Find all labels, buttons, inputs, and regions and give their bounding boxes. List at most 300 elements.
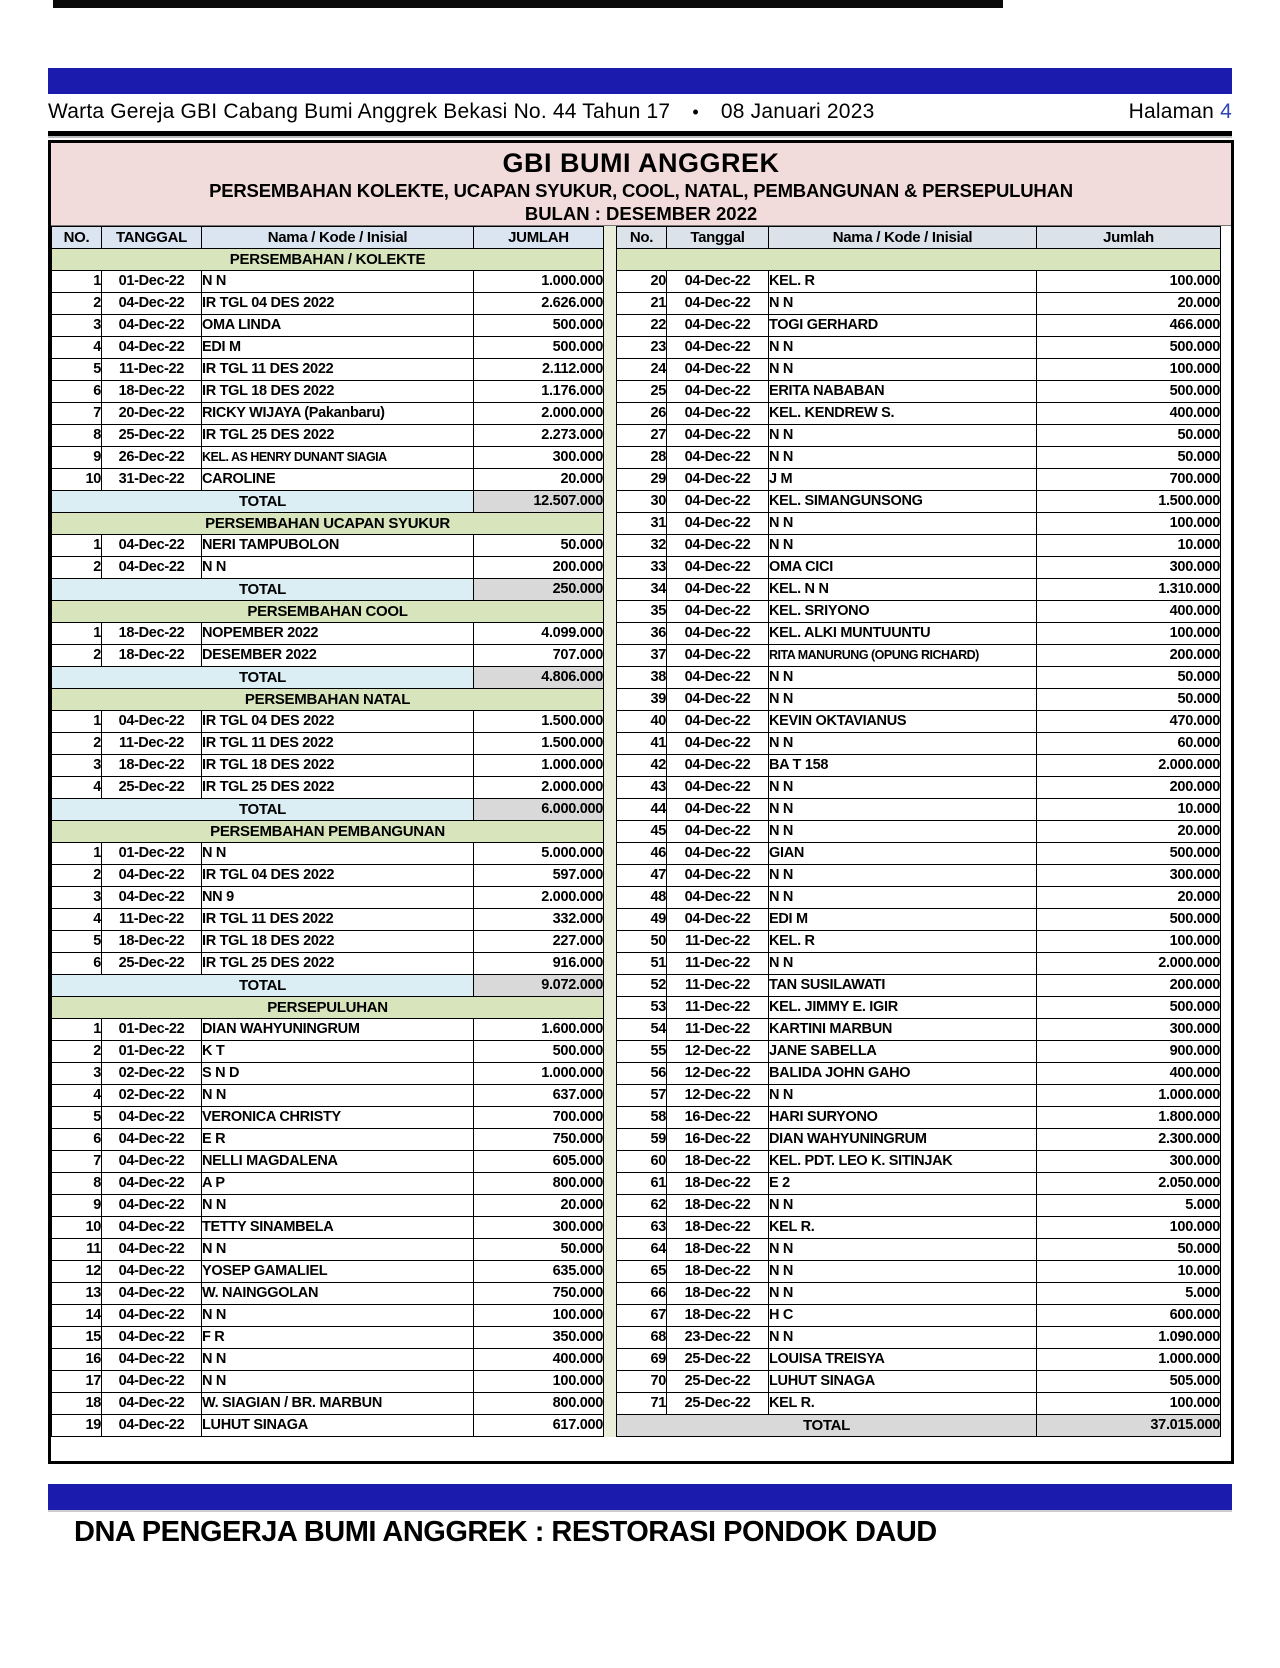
scan-top-bar [53,0,1003,8]
table-row [617,535,1221,557]
masthead-text: Warta Gereja GBI Cabang Bumi Anggrek Bekasi No. 44 Tahun 17 [48,100,671,123]
row-date: 04-Dec-22 [102,337,202,359]
masthead-date: 08 Januari 2023 [720,100,875,123]
row-no: 10 [52,469,102,491]
row-amount: 700.000 [1037,469,1221,491]
row-amount: 20.000 [1037,293,1221,315]
row-date: 04-Dec-22 [102,557,202,579]
row-no: 3 [52,755,102,777]
table-row [52,1283,604,1305]
row-no: 42 [617,755,667,777]
row-amount: 50.000 [474,535,604,557]
row-no: 44 [617,799,667,821]
row-date: 18-Dec-22 [667,1305,769,1327]
row-name: E R [202,1129,474,1151]
row-no: 71 [617,1393,667,1415]
row-name: LOUISA TREISYA [769,1349,1037,1371]
table-row [52,909,604,931]
row-name: JANE SABELLA [769,1041,1037,1063]
table-row [52,337,604,359]
row-no: 7 [52,403,102,425]
row-no: 16 [52,1349,102,1371]
total-label: TOTAL [52,667,474,689]
table-row [617,381,1221,403]
row-amount: 10.000 [1037,1261,1221,1283]
row-name: IR TGL 04 DES 2022 [202,865,474,887]
row-no: 18 [52,1393,102,1415]
total-amount: 6.000.000 [474,799,604,821]
row-date: 18-Dec-22 [667,1195,769,1217]
row-date: 18-Dec-22 [102,755,202,777]
row-no: 19 [52,1415,102,1437]
table-row [52,1129,604,1151]
row-name: N N [769,953,1037,975]
row-no: 37 [617,645,667,667]
row-name: N N [202,1371,474,1393]
row-date: 04-Dec-22 [102,293,202,315]
tables-area [51,226,1231,1437]
row-no: 63 [617,1217,667,1239]
row-date: 02-Dec-22 [102,1063,202,1085]
row-date: 04-Dec-22 [102,315,202,337]
row-no: 5 [52,931,102,953]
table-row [52,557,604,579]
row-name: N N [202,557,474,579]
row-name: YOSEP GAMALIEL [202,1261,474,1283]
table-row [52,1063,604,1085]
row-amount: 20.000 [1037,821,1221,843]
row-no: 39 [617,689,667,711]
row-name: K T [202,1041,474,1063]
row-name: N N [769,821,1037,843]
org-title: GBI BUMI ANGGREK [502,148,780,178]
row-amount: 500.000 [474,337,604,359]
row-name: IR TGL 11 DES 2022 [202,909,474,931]
row-no: 8 [52,1173,102,1195]
row-name: DIAN WAHYUNINGRUM [202,1019,474,1041]
row-date: 26-Dec-22 [102,447,202,469]
row-amount: 50.000 [1037,447,1221,469]
row-amount: 200.000 [1037,975,1221,997]
row-amount: 470.000 [1037,711,1221,733]
row-date: 04-Dec-22 [102,1305,202,1327]
row-no: 2 [52,865,102,887]
total-label: TOTAL [52,579,474,601]
row-amount: 2.000.000 [474,403,604,425]
row-date: 18-Dec-22 [667,1173,769,1195]
section-header-row [52,513,604,535]
row-no: 47 [617,865,667,887]
row-no: 21 [617,293,667,315]
row-no: 34 [617,579,667,601]
row-amount: 400.000 [1037,403,1221,425]
subtitle: PERSEMBAHAN KOLEKTE, UCAPAN SYUKUR, COOL, NATAL, PEMBANGUNAN & PERSEPULUHAN [209,180,1073,201]
row-date: 04-Dec-22 [102,865,202,887]
row-no: 61 [617,1173,667,1195]
row-name: LUHUT SINAGA [769,1371,1037,1393]
row-no: 25 [617,381,667,403]
row-date: 04-Dec-22 [102,1261,202,1283]
row-date: 04-Dec-22 [102,1129,202,1151]
table-row [52,469,604,491]
row-no: 43 [617,777,667,799]
row-no: 24 [617,359,667,381]
row-no: 64 [617,1239,667,1261]
table-row [52,1019,604,1041]
row-amount: 400.000 [1037,601,1221,623]
footer-blue-bar [48,1484,1232,1512]
table-row [617,359,1221,381]
row-date: 04-Dec-22 [667,557,769,579]
masthead [48,94,1232,130]
table-row [617,931,1221,953]
table-row [617,469,1221,491]
row-no: 23 [617,337,667,359]
row-amount: 500.000 [1037,909,1221,931]
row-amount: 50.000 [1037,425,1221,447]
row-no: 57 [617,1085,667,1107]
row-no: 2 [52,293,102,315]
column-header: Jumlah [1037,227,1221,249]
row-name: N N [769,777,1037,799]
row-no: 1 [52,271,102,293]
table-row [617,645,1221,667]
row-name: EDI M [202,337,474,359]
row-no: 5 [52,359,102,381]
row-amount: 505.000 [1037,1371,1221,1393]
table-row [52,1107,604,1129]
row-date: 04-Dec-22 [667,799,769,821]
row-no: 55 [617,1041,667,1063]
row-name: DESEMBER 2022 [202,645,474,667]
row-no: 1 [52,1019,102,1041]
column-header: NO. [52,227,102,249]
row-no: 3 [52,887,102,909]
row-amount: 5.000 [1037,1195,1221,1217]
row-amount: 1.176.000 [474,381,604,403]
row-name: S N D [202,1063,474,1085]
row-date: 18-Dec-22 [667,1217,769,1239]
table-row [52,1195,604,1217]
row-name: N N [769,447,1037,469]
total-row [52,491,604,513]
table-row [52,1239,604,1261]
title-block [51,143,1231,226]
row-amount: 300.000 [1037,865,1221,887]
row-amount: 1.090.000 [1037,1327,1221,1349]
row-date: 25-Dec-22 [102,425,202,447]
row-date: 12-Dec-22 [667,1063,769,1085]
row-amount: 300.000 [1037,1019,1221,1041]
row-name: KARTINI MARBUN [769,1019,1037,1041]
row-amount: 1.000.000 [1037,1085,1221,1107]
row-amount: 500.000 [1037,997,1221,1019]
row-amount: 100.000 [1037,1393,1221,1415]
column-header: Tanggal [667,227,769,249]
row-amount: 1.000.000 [474,271,604,293]
table-row [52,1173,604,1195]
row-amount: 2.000.000 [474,887,604,909]
row-no: 58 [617,1107,667,1129]
row-name: RITA MANURUNG (OPUNG RICHARD) [769,645,1037,667]
row-date: 04-Dec-22 [102,1239,202,1261]
row-amount: 5.000.000 [474,843,604,865]
table-row [617,1173,1221,1195]
row-name: KEL. KENDREW S. [769,403,1037,425]
column-header-row [52,227,604,249]
row-no: 45 [617,821,667,843]
row-date: 04-Dec-22 [667,667,769,689]
total-amount: 9.072.000 [474,975,604,997]
table-row [617,777,1221,799]
row-name: IR TGL 18 DES 2022 [202,931,474,953]
row-date: 01-Dec-22 [102,271,202,293]
row-no: 56 [617,1063,667,1085]
table-row [52,425,604,447]
row-date: 01-Dec-22 [102,1019,202,1041]
row-date: 04-Dec-22 [102,1371,202,1393]
row-name: E 2 [769,1173,1037,1195]
column-header: No. [617,227,667,249]
row-date: 11-Dec-22 [102,359,202,381]
row-no: 17 [52,1371,102,1393]
row-no: 3 [52,315,102,337]
table-row [617,1217,1221,1239]
row-no: 38 [617,667,667,689]
row-date: 04-Dec-22 [667,909,769,931]
table-row [52,1393,604,1415]
row-date: 04-Dec-22 [667,579,769,601]
table-row [617,1327,1221,1349]
table-row [617,1063,1221,1085]
row-no: 2 [52,733,102,755]
row-amount: 50.000 [474,1239,604,1261]
table-row [617,1151,1221,1173]
row-date: 16-Dec-22 [667,1129,769,1151]
row-date: 02-Dec-22 [102,1085,202,1107]
row-no: 33 [617,557,667,579]
row-date: 18-Dec-22 [102,645,202,667]
table-row [617,1195,1221,1217]
row-no: 13 [52,1283,102,1305]
row-date: 04-Dec-22 [667,711,769,733]
row-no: 49 [617,909,667,931]
table-row [617,623,1221,645]
table-row [617,843,1221,865]
row-amount: 2.000.000 [1037,755,1221,777]
table-row [617,997,1221,1019]
row-date: 11-Dec-22 [667,975,769,997]
row-no: 3 [52,1063,102,1085]
section-spacer-row [617,249,1221,271]
row-date: 04-Dec-22 [102,887,202,909]
row-date: 04-Dec-22 [667,359,769,381]
row-amount: 707.000 [474,645,604,667]
row-name: BALIDA JOHN GAHO [769,1063,1037,1085]
row-amount: 10.000 [1037,535,1221,557]
table-row [52,271,604,293]
section-header-row [52,821,604,843]
row-date: 04-Dec-22 [667,271,769,293]
section-title: PERSEMBAHAN PEMBANGUNAN [52,821,604,843]
row-name: TOGI GERHARD [769,315,1037,337]
total-row [52,579,604,601]
row-date: 04-Dec-22 [667,887,769,909]
total-row [52,667,604,689]
table-row [617,909,1221,931]
row-name: A P [202,1173,474,1195]
column-header-row [617,227,1221,249]
row-name: N N [769,799,1037,821]
row-date: 04-Dec-22 [667,293,769,315]
row-amount: 300.000 [474,1217,604,1239]
section-title: PERSEMBAHAN UCAPAN SYUKUR [52,513,604,535]
row-no: 15 [52,1327,102,1349]
table-row [617,887,1221,909]
row-name: N N [769,865,1037,887]
table-row [52,1217,604,1239]
row-date: 04-Dec-22 [667,425,769,447]
row-name: IR TGL 25 DES 2022 [202,777,474,799]
row-no: 20 [617,271,667,293]
row-date: 04-Dec-22 [102,1107,202,1129]
row-date: 04-Dec-22 [102,1415,202,1437]
row-no: 51 [617,953,667,975]
table-row [617,667,1221,689]
row-date: 04-Dec-22 [667,535,769,557]
row-name: N N [769,1195,1037,1217]
table-row [52,711,604,733]
row-date: 04-Dec-22 [102,1217,202,1239]
row-no: 1 [52,711,102,733]
section-header-row [52,997,604,1019]
top-blue-bar [48,68,1232,94]
row-no: 4 [52,909,102,931]
row-date: 04-Dec-22 [667,513,769,535]
row-date: 04-Dec-22 [667,777,769,799]
table-row [617,1129,1221,1151]
table-row [52,1371,604,1393]
table-row [617,1261,1221,1283]
row-amount: 332.000 [474,909,604,931]
row-amount: 466.000 [1037,315,1221,337]
row-name: IR TGL 25 DES 2022 [202,425,474,447]
row-date: 11-Dec-22 [667,1019,769,1041]
table-row [617,733,1221,755]
row-name: N N [769,1239,1037,1261]
table-row [617,1019,1221,1041]
row-no: 27 [617,425,667,447]
row-date: 04-Dec-22 [102,1195,202,1217]
table-row [617,1305,1221,1327]
row-name: J M [769,469,1037,491]
table-row [617,1283,1221,1305]
row-no: 6 [52,1129,102,1151]
row-date: 04-Dec-22 [667,733,769,755]
row-date: 04-Dec-22 [102,711,202,733]
row-date: 01-Dec-22 [102,1041,202,1063]
row-no: 1 [52,623,102,645]
table-row [617,1041,1221,1063]
row-name: CAROLINE [202,469,474,491]
row-amount: 2.000.000 [474,777,604,799]
row-amount: 637.000 [474,1085,604,1107]
row-no: 4 [52,1085,102,1107]
table-row [52,315,604,337]
row-amount: 4.099.000 [474,623,604,645]
row-amount: 1.310.000 [1037,579,1221,601]
row-no: 9 [52,447,102,469]
row-name: KEVIN OKTAVIANUS [769,711,1037,733]
section-spacer [617,249,1221,271]
row-name: KEL. SIMANGUNSONG [769,491,1037,513]
row-date: 04-Dec-22 [667,623,769,645]
section-header-row [52,249,604,271]
row-no: 1 [52,535,102,557]
table-row [52,535,604,557]
offerings-board [48,140,1234,1464]
row-date: 18-Dec-22 [667,1239,769,1261]
row-no: 65 [617,1261,667,1283]
row-amount: 1.000.000 [1037,1349,1221,1371]
row-date: 18-Dec-22 [667,1283,769,1305]
row-amount: 600.000 [1037,1305,1221,1327]
row-date: 18-Dec-22 [102,931,202,953]
row-amount: 2.000.000 [1037,953,1221,975]
row-no: 70 [617,1371,667,1393]
table-row [617,601,1221,623]
table-row [617,293,1221,315]
table-row [52,293,604,315]
row-name: N N [769,513,1037,535]
row-name: KEL. PDT. LEO K. SITINJAK [769,1151,1037,1173]
row-name: LUHUT SINAGA [202,1415,474,1437]
row-amount: 750.000 [474,1283,604,1305]
row-amount: 300.000 [474,447,604,469]
row-name: H C [769,1305,1037,1327]
row-name: N N [202,1305,474,1327]
table-row [617,711,1221,733]
table-row [52,403,604,425]
row-name: N N [202,843,474,865]
row-amount: 500.000 [1037,843,1221,865]
row-name: KEL R. [769,1393,1037,1415]
row-name: NERI TAMPUBOLON [202,535,474,557]
row-date: 23-Dec-22 [667,1327,769,1349]
table-row [617,271,1221,293]
row-amount: 200.000 [1037,777,1221,799]
column-header: Nama / Kode / Inisial [769,227,1037,249]
row-name: N N [769,733,1037,755]
page-number: Halaman 4 [1128,100,1232,123]
table-row [52,1261,604,1283]
row-amount: 2.112.000 [474,359,604,381]
row-name: IR TGL 18 DES 2022 [202,381,474,403]
column-header: JUMLAH [474,227,604,249]
row-name: NELLI MAGDALENA [202,1151,474,1173]
row-amount: 1.500.000 [474,733,604,755]
row-date: 04-Dec-22 [667,469,769,491]
row-amount: 500.000 [1037,381,1221,403]
row-no: 32 [617,535,667,557]
row-date: 04-Dec-22 [667,315,769,337]
table-row [52,1151,604,1173]
row-name: IR TGL 25 DES 2022 [202,953,474,975]
row-no: 6 [52,953,102,975]
section-header-row [52,689,604,711]
row-no: 48 [617,887,667,909]
section-title: PERSEMBAHAN NATAL [52,689,604,711]
